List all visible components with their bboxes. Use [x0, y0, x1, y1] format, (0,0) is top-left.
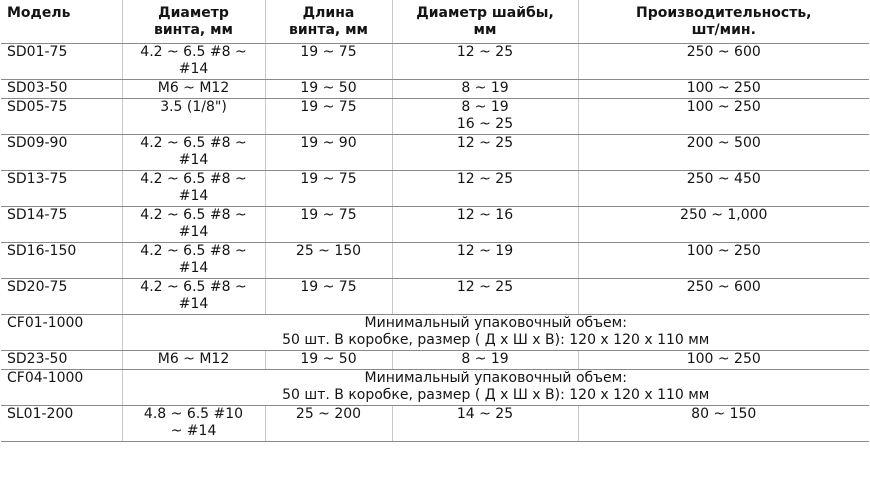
cell-washer	[392, 279, 578, 315]
table-body	[1, 44, 869, 442]
cell-screw-diameter	[122, 279, 265, 315]
cell-model: SD03-50	[1, 80, 122, 99]
header-row	[1, 0, 869, 44]
cell-length: 25 ~ 150	[265, 243, 392, 279]
cell-line: Минимальный упаковочный объем:	[364, 315, 627, 331]
cell-productivity: 250 ~ 1,000	[578, 207, 869, 243]
cell-line: 12 ~ 19	[456, 243, 514, 259]
cell-productivity: 100 ~ 250	[578, 243, 869, 279]
header-label-line: Длина	[302, 5, 355, 21]
cell-screw-diameter	[122, 171, 265, 207]
cell-line: 14 ~ 25	[456, 406, 514, 422]
header-label-line: шт/мин.	[691, 22, 756, 38]
cell-productivity: 250 ~ 450	[578, 171, 869, 207]
cell-line: 4.2 ~ 6.5 #8 ~	[140, 135, 247, 151]
cell-screw-diameter	[122, 99, 265, 135]
cell-model: SD14-75	[1, 207, 122, 243]
cell-model: SD16-150	[1, 243, 122, 279]
header-screw-diameter	[122, 0, 265, 44]
cell-line: 12 ~ 25	[456, 279, 514, 295]
cell-line: #14	[178, 152, 209, 168]
cell-line: M6 ~ M12	[157, 351, 230, 367]
cell-model: SL01-200	[1, 406, 122, 442]
cell-washer	[392, 99, 578, 135]
cell-productivity: 100 ~ 250	[578, 351, 869, 370]
cell-line: #14	[178, 61, 209, 77]
table-row	[1, 80, 869, 99]
cell-line: #14	[178, 260, 209, 276]
cell-line: M6 ~ M12	[157, 80, 230, 96]
table-row	[1, 99, 869, 135]
cell-line: 8 ~ 19	[461, 80, 509, 96]
cell-productivity: 100 ~ 250	[578, 80, 869, 99]
cell-line: ~ #14	[170, 423, 217, 439]
cell-model: SD23-50	[1, 351, 122, 370]
cell-line: 12 ~ 25	[456, 44, 514, 60]
cell-line: 4.2 ~ 6.5 #8 ~	[140, 243, 247, 259]
cell-line: 12 ~ 25	[456, 135, 514, 151]
cell-length: 19 ~ 75	[265, 279, 392, 315]
cell-model: SD01-75	[1, 44, 122, 80]
table-row	[1, 171, 869, 207]
cell-model: CF01-1000	[1, 315, 122, 351]
cell-line: 8 ~ 19	[461, 351, 509, 367]
cell-length: 25 ~ 200	[265, 406, 392, 442]
cell-productivity: 250 ~ 600	[578, 279, 869, 315]
header-label-line: винта, мм	[154, 22, 233, 38]
cell-washer	[392, 207, 578, 243]
cell-productivity: 100 ~ 250	[578, 99, 869, 135]
cell-packaging-note	[122, 370, 869, 406]
cell-line: 12 ~ 25	[456, 171, 514, 187]
table-row	[1, 279, 869, 315]
cell-productivity: 250 ~ 600	[578, 44, 869, 80]
cell-model: SD13-75	[1, 171, 122, 207]
cell-washer	[392, 351, 578, 370]
header-label-line: Диаметр шайбы,	[416, 5, 554, 21]
cell-line: #14	[178, 224, 209, 240]
cell-line: #14	[178, 296, 209, 312]
table-row	[1, 207, 869, 243]
table-row	[1, 406, 869, 442]
header-productivity	[578, 0, 869, 44]
cell-model: SD20-75	[1, 279, 122, 315]
cell-screw-diameter	[122, 80, 265, 99]
cell-model: SD05-75	[1, 99, 122, 135]
header-model	[1, 0, 122, 44]
cell-line: 4.2 ~ 6.5 #8 ~	[140, 207, 247, 223]
cell-screw-diameter	[122, 406, 265, 442]
table-row	[1, 315, 869, 351]
table-row	[1, 44, 869, 80]
cell-washer	[392, 243, 578, 279]
header-washer-diameter	[392, 0, 578, 44]
spec-table	[1, 0, 869, 442]
cell-line: 4.2 ~ 6.5 #8 ~	[140, 279, 247, 295]
cell-screw-diameter	[122, 207, 265, 243]
cell-line: 16 ~ 25	[456, 116, 514, 132]
cell-screw-diameter	[122, 351, 265, 370]
cell-length: 19 ~ 75	[265, 99, 392, 135]
cell-length: 19 ~ 50	[265, 80, 392, 99]
cell-length: 19 ~ 50	[265, 351, 392, 370]
cell-washer	[392, 44, 578, 80]
header-label-line: винта, мм	[289, 22, 368, 38]
cell-screw-diameter	[122, 135, 265, 171]
header-label-line: мм	[473, 22, 497, 38]
table-row	[1, 351, 869, 370]
table-header	[1, 0, 869, 44]
cell-model: CF04-1000	[1, 370, 122, 406]
cell-line: 12 ~ 16	[456, 207, 514, 223]
cell-line: 8 ~ 19	[461, 99, 509, 115]
cell-length: 19 ~ 75	[265, 44, 392, 80]
cell-line: 4.2 ~ 6.5 #8 ~	[140, 171, 247, 187]
header-label-line: Производительность,	[636, 5, 812, 21]
cell-productivity: 200 ~ 500	[578, 135, 869, 171]
cell-line: #14	[178, 188, 209, 204]
cell-line: Минимальный упаковочный объем:	[364, 370, 627, 386]
cell-washer	[392, 171, 578, 207]
cell-screw-diameter	[122, 243, 265, 279]
cell-length: 19 ~ 75	[265, 171, 392, 207]
header-model-label: Модель	[7, 5, 71, 21]
cell-length: 19 ~ 75	[265, 207, 392, 243]
header-screw-length	[265, 0, 392, 44]
cell-line: 3.5 (1/8")	[160, 99, 227, 115]
cell-productivity: 80 ~ 150	[578, 406, 869, 442]
table-row	[1, 243, 869, 279]
table-row	[1, 135, 869, 171]
cell-line: 50 шт. В коробке, размер ( Д x Ш x В): 120 x 120 x 110 мм	[282, 387, 710, 403]
cell-packaging-note	[122, 315, 869, 351]
table-row	[1, 370, 869, 406]
cell-screw-diameter	[122, 44, 265, 80]
cell-length: 19 ~ 90	[265, 135, 392, 171]
cell-line: 4.2 ~ 6.5 #8 ~	[140, 44, 247, 60]
cell-washer	[392, 135, 578, 171]
cell-line: 50 шт. В коробке, размер ( Д x Ш x В): 120 x 120 x 110 мм	[282, 332, 710, 348]
cell-washer	[392, 406, 578, 442]
cell-line: 4.8 ~ 6.5 #10	[143, 406, 244, 422]
header-label-line: Диаметр	[158, 5, 229, 21]
cell-model: SD09-90	[1, 135, 122, 171]
cell-washer	[392, 80, 578, 99]
